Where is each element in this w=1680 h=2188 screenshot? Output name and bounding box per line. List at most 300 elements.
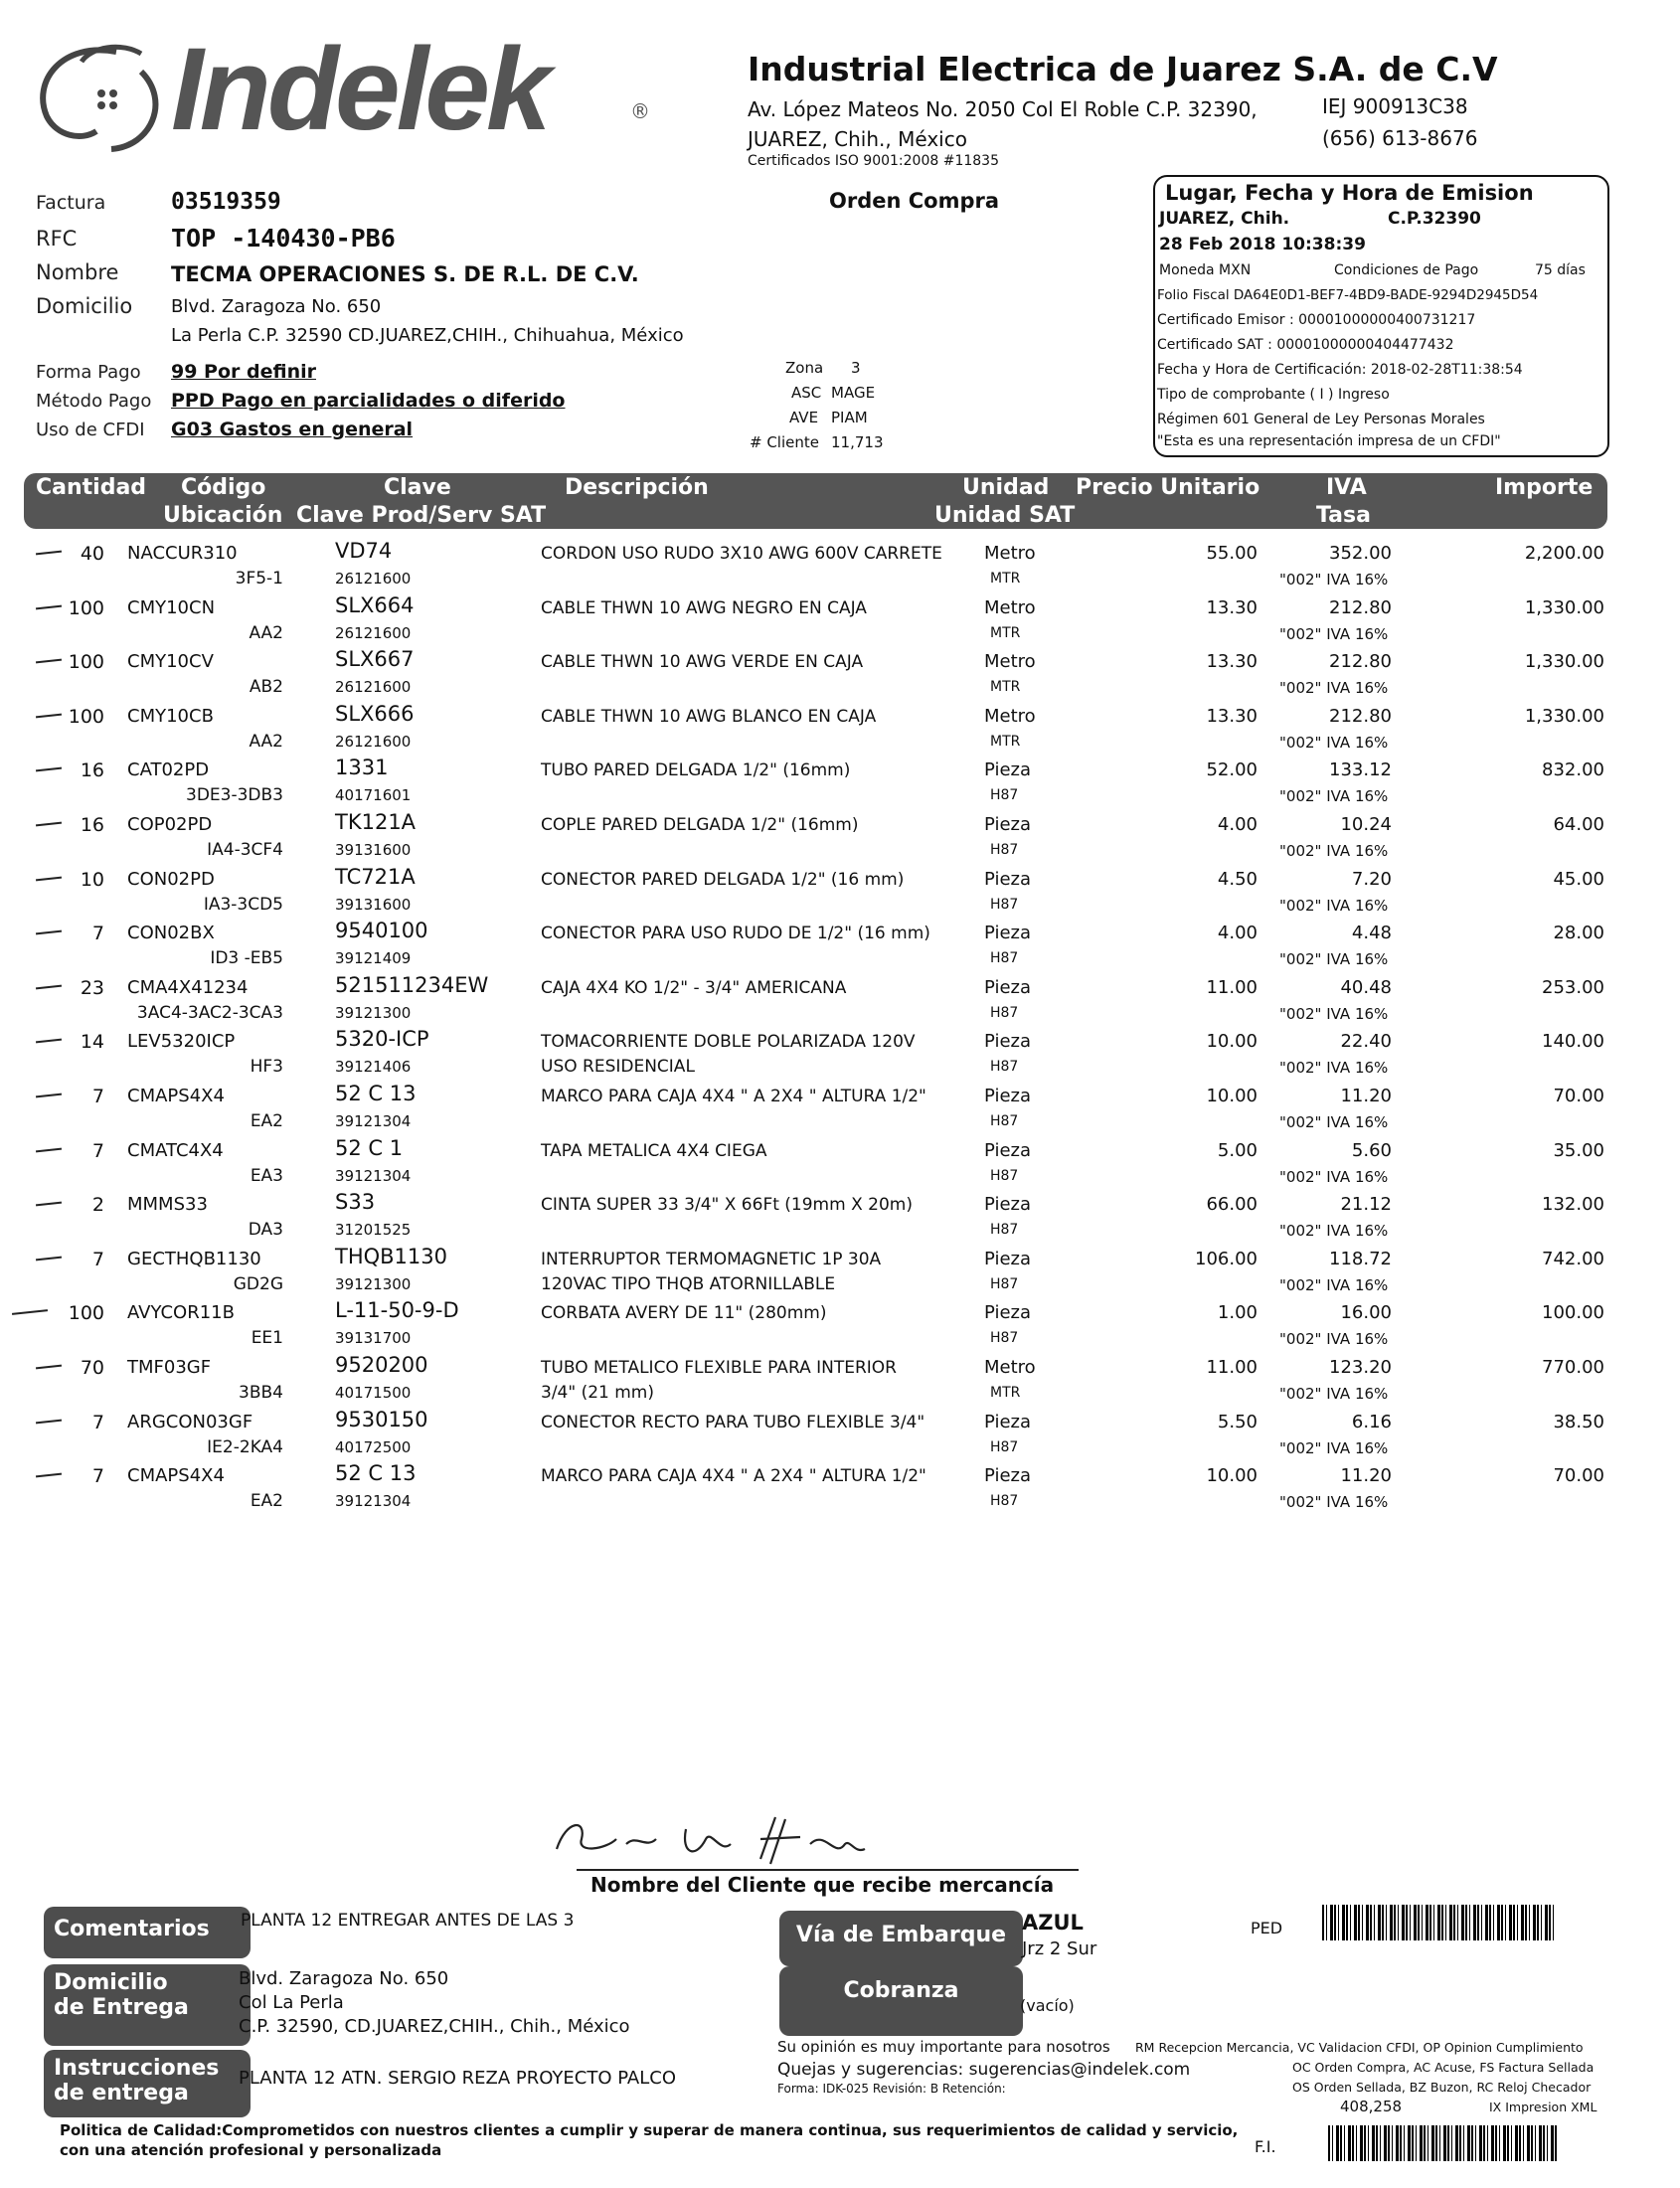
ave-label: AVE bbox=[789, 409, 819, 426]
row-unit: Pieza bbox=[984, 1248, 1032, 1269]
row-tasa: "002" IVA 16% bbox=[1279, 1167, 1389, 1186]
instrucciones-label bbox=[44, 2050, 251, 2117]
row-importe: 38.50 bbox=[1553, 1411, 1604, 1432]
row-unit-sat: H87 bbox=[990, 1222, 1019, 1239]
row-quantity: 7 bbox=[91, 1411, 104, 1433]
row-unit: Pieza bbox=[984, 923, 1032, 944]
row-iva: 212.80 bbox=[1329, 596, 1392, 618]
row-clave: TC721A bbox=[335, 864, 416, 889]
row-clave-prod: 39121406 bbox=[335, 1058, 412, 1077]
forma-pago-label: Forma Pago bbox=[36, 362, 141, 383]
row-description: CINTA SUPER 33 3/4" X 66Ft (19mm X 20m) bbox=[541, 1195, 913, 1216]
nombre-label: Nombre bbox=[36, 260, 119, 284]
row-quantity: 23 bbox=[80, 976, 104, 999]
row-unit-price: 11.00 bbox=[1206, 1357, 1258, 1378]
row-location: ID3 -EB5 bbox=[210, 948, 283, 969]
row-code: CMATC4X4 bbox=[127, 1139, 224, 1161]
row-unit-sat: H87 bbox=[990, 950, 1019, 967]
factura-label: Factura bbox=[36, 192, 106, 214]
row-unit-price: 106.00 bbox=[1195, 1248, 1258, 1269]
row-unit-price: 11.00 bbox=[1206, 976, 1258, 998]
row-unit: Pieza bbox=[984, 814, 1032, 835]
row-clave: 52 C 13 bbox=[335, 1082, 417, 1105]
row-unit-sat: H87 bbox=[990, 787, 1019, 804]
row-unit-price: 13.30 bbox=[1206, 705, 1258, 727]
row-description: CABLE THWN 10 AWG BLANCO EN CAJA bbox=[541, 706, 877, 727]
row-location: GD2G bbox=[233, 1273, 283, 1294]
instrucciones-value: PLANTA 12 ATN. SERGIO REZA PROYECTO PALCO bbox=[239, 2068, 676, 2089]
opinion-line1: Su opinión es muy importante para nosotros bbox=[777, 2038, 1110, 2056]
row-importe: 70.00 bbox=[1553, 1086, 1604, 1106]
row-tasa: "002" IVA 16% bbox=[1279, 733, 1389, 752]
row-unit-price: 52.00 bbox=[1206, 759, 1258, 781]
row-iva: 16.00 bbox=[1340, 1302, 1392, 1324]
row-unit-price: 13.30 bbox=[1206, 651, 1258, 673]
company-address2: JUAREZ, Chih., México bbox=[748, 127, 967, 151]
emision-cp: C.P.32390 bbox=[1388, 209, 1481, 229]
row-code: CMY10CN bbox=[127, 596, 216, 618]
row-tasa: "002" IVA 16% bbox=[1279, 679, 1389, 698]
table-row bbox=[0, 972, 1680, 1031]
row-unit-price: 55.00 bbox=[1206, 543, 1258, 564]
row-unit: Pieza bbox=[984, 868, 1032, 890]
entrega-address3: C.P. 32590, CD.JUAREZ,CHIH., Chih., México bbox=[239, 2016, 630, 2037]
row-clave-prod: 26121600 bbox=[335, 732, 412, 751]
row-clave: VD74 bbox=[335, 539, 393, 563]
opinion-line2: Quejas y sugerencias: sugerencias@indelek.com bbox=[777, 2060, 1191, 2080]
row-clave-prod: 26121600 bbox=[335, 623, 412, 642]
row-unit-sat: MTR bbox=[990, 679, 1021, 696]
row-clave: 52 C 13 bbox=[335, 1461, 417, 1486]
row-clave-prod: 40172500 bbox=[335, 1437, 412, 1456]
row-unit-price: 4.00 bbox=[1217, 814, 1258, 835]
emision-fecha-cert: Fecha y Hora de Certificación: 2018-02-28T11:38:54 bbox=[1157, 362, 1523, 378]
row-clave: 521511234EW bbox=[335, 972, 489, 997]
row-importe: 742.00 bbox=[1542, 1248, 1604, 1269]
row-unit: Pieza bbox=[984, 1302, 1032, 1324]
row-code: CAT02PD bbox=[127, 759, 210, 781]
col-clave-prod: Clave Prod/Serv SAT bbox=[296, 503, 547, 528]
row-iva: 212.80 bbox=[1329, 705, 1392, 727]
row-quantity: 7 bbox=[91, 1086, 104, 1107]
row-clave: SLX666 bbox=[335, 701, 415, 726]
forma-pago: 99 Por definir bbox=[171, 361, 316, 383]
row-tasa: "002" IVA 16% bbox=[1279, 624, 1389, 643]
row-importe: 132.00 bbox=[1542, 1194, 1604, 1216]
metodo-pago-label: Método Pago bbox=[36, 391, 152, 412]
row-description: TUBO METALICO FLEXIBLE PARA INTERIOR bbox=[541, 1358, 897, 1378]
row-location: EA2 bbox=[250, 1491, 283, 1512]
row-unit-sat: MTR bbox=[990, 733, 1021, 750]
row-description: CAJA 4X4 KO 1/2" - 3/4" AMERICANA bbox=[541, 977, 847, 998]
row-code: ARGCON03GF bbox=[127, 1411, 253, 1432]
row-description-2: 120VAC TIPO THQB ATORNILLABLE bbox=[541, 1273, 836, 1294]
row-clave-prod: 39121300 bbox=[335, 1003, 412, 1022]
row-code: CMY10CV bbox=[127, 651, 214, 673]
row-code: CMAPS4X4 bbox=[127, 1465, 225, 1487]
row-location: EA3 bbox=[250, 1165, 283, 1186]
row-tasa: "002" IVA 16% bbox=[1279, 1059, 1389, 1078]
row-clave-prod: 40171601 bbox=[335, 786, 412, 805]
col-importe: Importe bbox=[1495, 475, 1594, 500]
row-quantity: 100 bbox=[68, 705, 104, 728]
row-location: AB2 bbox=[249, 677, 283, 698]
row-iva: 118.72 bbox=[1329, 1248, 1392, 1269]
row-code: CMA4X41234 bbox=[127, 976, 249, 998]
table-row bbox=[0, 539, 1680, 596]
table-row bbox=[0, 647, 1680, 705]
row-unit-price: 4.00 bbox=[1217, 923, 1258, 944]
row-iva: 123.20 bbox=[1329, 1357, 1392, 1378]
table-row bbox=[0, 1407, 1680, 1465]
col-unidad-sat: Unidad SAT bbox=[934, 503, 1076, 528]
row-description: TUBO PARED DELGADA 1/2" (16mm) bbox=[541, 760, 851, 781]
table-row bbox=[0, 756, 1680, 813]
row-code: AVYCOR11B bbox=[127, 1302, 235, 1324]
domicilio-entrega-label bbox=[44, 1964, 251, 2046]
row-unit-price: 5.00 bbox=[1217, 1139, 1258, 1161]
row-description: CONECTOR PARA USO RUDO DE 1/2" (16 mm) bbox=[541, 924, 930, 944]
row-clave: TK121A bbox=[335, 810, 417, 834]
row-clave-prod: 40171500 bbox=[335, 1384, 412, 1402]
row-code: CMAPS4X4 bbox=[127, 1086, 225, 1106]
row-tasa: "002" IVA 16% bbox=[1279, 842, 1389, 860]
row-importe: 1,330.00 bbox=[1524, 651, 1604, 673]
row-code: LEV5320ICP bbox=[127, 1031, 236, 1053]
row-description: CONECTOR RECTO PARA TUBO FLEXIBLE 3/4" bbox=[541, 1412, 925, 1432]
entrega-address2: Col La Perla bbox=[239, 1992, 344, 2013]
row-iva: 11.20 bbox=[1340, 1465, 1392, 1487]
row-iva: 6.16 bbox=[1351, 1411, 1392, 1432]
row-description: COPLE PARED DELGADA 1/2" (16mm) bbox=[541, 815, 859, 835]
cobranza-value: (vacío) bbox=[1020, 1996, 1075, 2015]
col-clave: Clave bbox=[384, 475, 451, 500]
document-number: 408,258 bbox=[1340, 2098, 1403, 2115]
row-quantity: 16 bbox=[80, 814, 104, 836]
row-unit-sat: H87 bbox=[990, 1438, 1019, 1455]
barcode-top bbox=[1322, 1905, 1557, 1940]
row-importe: 35.00 bbox=[1553, 1139, 1604, 1161]
instrucciones-label-1: Instrucciones bbox=[54, 2056, 220, 2081]
emision-tipo: Tipo de comprobante ( I ) Ingreso bbox=[1157, 387, 1390, 403]
row-iva: 22.40 bbox=[1340, 1031, 1392, 1053]
row-clave-prod: 39131600 bbox=[335, 841, 412, 859]
row-unit: Pieza bbox=[984, 1194, 1032, 1216]
row-iva: 10.24 bbox=[1340, 814, 1392, 835]
row-code: TMF03GF bbox=[127, 1357, 212, 1378]
row-quantity: 16 bbox=[80, 759, 104, 782]
row-quantity: 7 bbox=[91, 923, 104, 945]
row-unit: Metro bbox=[984, 1357, 1036, 1378]
uso-cfdi: G03 Gastos en general bbox=[171, 419, 414, 440]
row-clave: L-11-50-9-D bbox=[335, 1298, 459, 1323]
emision-title: Lugar, Fecha y Hora de Emision bbox=[1165, 181, 1534, 205]
col-tasa: Tasa bbox=[1316, 503, 1371, 528]
row-importe: 253.00 bbox=[1542, 976, 1604, 998]
row-location: IE2-2KA4 bbox=[207, 1436, 283, 1457]
fi-label: F.I. bbox=[1255, 2137, 1276, 2156]
row-unit: Metro bbox=[984, 651, 1036, 673]
row-clave: SLX664 bbox=[335, 592, 415, 617]
row-tasa: "002" IVA 16% bbox=[1279, 571, 1389, 589]
signature-caption: Nombre del Cliente que recibe mercancía bbox=[590, 1873, 1055, 1897]
client-address2: La Perla C.P. 32590 CD.JUAREZ,CHIH., Chihuahua, México bbox=[171, 325, 684, 346]
row-quantity: 2 bbox=[91, 1194, 104, 1217]
row-quantity: 7 bbox=[91, 1465, 104, 1488]
table-row bbox=[0, 1135, 1680, 1194]
row-iva: 212.80 bbox=[1329, 651, 1392, 673]
row-clave: 9540100 bbox=[335, 919, 428, 943]
table-row bbox=[0, 1082, 1680, 1139]
col-descripcion: Descripción bbox=[565, 475, 709, 500]
via-embarque-value: AZUL bbox=[1022, 1911, 1084, 1935]
row-unit-price: 10.00 bbox=[1206, 1465, 1258, 1487]
col-unidad: Unidad bbox=[962, 475, 1050, 500]
row-clave: 52 C 1 bbox=[335, 1135, 404, 1160]
row-importe: 28.00 bbox=[1553, 923, 1604, 944]
row-unit-sat: H87 bbox=[990, 1113, 1019, 1129]
row-clave: SLX667 bbox=[335, 647, 415, 672]
row-iva: 21.12 bbox=[1340, 1194, 1392, 1216]
emision-city: JUAREZ, Chih. bbox=[1159, 209, 1290, 229]
row-description: CONECTOR PARED DELGADA 1/2" (16 mm) bbox=[541, 869, 905, 890]
table-row bbox=[0, 810, 1680, 868]
table-row bbox=[0, 1027, 1680, 1085]
via-embarque-route: Jrz 2 Sur bbox=[1022, 1938, 1097, 1959]
row-unit-sat: H87 bbox=[990, 1167, 1019, 1184]
barcode-bottom bbox=[1328, 2125, 1557, 2161]
row-quantity: 7 bbox=[91, 1139, 104, 1162]
row-quantity: 7 bbox=[91, 1248, 104, 1270]
col-cantidad: Cantidad bbox=[36, 475, 147, 500]
signature-line bbox=[577, 1869, 1079, 1871]
row-code: NACCUR310 bbox=[127, 543, 238, 564]
row-unit-sat: H87 bbox=[990, 1059, 1019, 1076]
instrucciones-label-2: de entrega bbox=[54, 2081, 189, 2105]
emision-cert-sat: Certificado SAT : 00001000000404477432 bbox=[1157, 337, 1454, 353]
row-unit-price: 66.00 bbox=[1206, 1194, 1258, 1216]
row-clave: 9520200 bbox=[335, 1353, 428, 1377]
row-clave: 9530150 bbox=[335, 1407, 428, 1431]
company-name: Industrial Electrica de Juarez S.A. de C.V bbox=[748, 50, 1498, 88]
row-clave-prod: 31201525 bbox=[335, 1221, 412, 1240]
row-code: COP02PD bbox=[127, 814, 213, 835]
table-row bbox=[0, 701, 1680, 759]
col-ubicacion: Ubicación bbox=[163, 503, 283, 528]
row-unit-sat: H87 bbox=[990, 842, 1019, 858]
row-code: CON02PD bbox=[127, 868, 215, 890]
row-unit: Metro bbox=[984, 543, 1036, 564]
row-unit: Pieza bbox=[984, 759, 1032, 781]
row-unit-price: 1.00 bbox=[1217, 1302, 1258, 1324]
row-unit-sat: MTR bbox=[990, 571, 1021, 587]
politica-line2: con una atención profesional y personalizada bbox=[60, 2141, 442, 2159]
row-unit-price: 4.50 bbox=[1217, 868, 1258, 890]
row-clave-prod: 39121300 bbox=[335, 1274, 412, 1293]
legend3: OS Orden Sellada, BZ Buzon, RC Reloj Checador bbox=[1292, 2080, 1592, 2095]
ped-label: PED bbox=[1251, 1919, 1283, 1937]
row-unit: Pieza bbox=[984, 1139, 1032, 1161]
asc-value: MAGE bbox=[831, 384, 876, 402]
domicilio-entrega-label-2: de Entrega bbox=[54, 1995, 189, 2020]
row-importe: 770.00 bbox=[1542, 1357, 1604, 1378]
row-clave-prod: 39121304 bbox=[335, 1166, 412, 1185]
row-importe: 2,200.00 bbox=[1524, 543, 1604, 564]
emision-folio: Folio Fiscal DA64E0D1-BEF7-4BD9-BADE-9294D2945D54 bbox=[1157, 287, 1539, 303]
table-row bbox=[0, 1353, 1680, 1411]
row-tasa: "002" IVA 16% bbox=[1279, 950, 1389, 969]
politica-line1: Politica de Calidad:Comprometidos con nuestros clientes a cumplir y superar de manera continua, sus requerimientos de calidad y servicio, bbox=[60, 2121, 1239, 2139]
table-row bbox=[0, 1244, 1680, 1302]
row-importe: 832.00 bbox=[1542, 759, 1604, 781]
row-clave: S33 bbox=[335, 1190, 376, 1215]
row-clave-prod: 39131600 bbox=[335, 895, 412, 914]
row-clave-prod: 39121304 bbox=[335, 1492, 412, 1511]
row-description: MARCO PARA CAJA 4X4 " A 2X4 " ALTURA 1/2" bbox=[541, 1466, 926, 1487]
orden-compra-label: Orden Compra bbox=[829, 189, 1000, 213]
row-unit: Pieza bbox=[984, 1031, 1032, 1053]
asc-label: ASC bbox=[791, 384, 822, 402]
row-unit: Pieza bbox=[984, 1465, 1032, 1487]
row-importe: 1,330.00 bbox=[1524, 596, 1604, 618]
row-iva: 7.20 bbox=[1351, 868, 1392, 890]
row-unit-sat: MTR bbox=[990, 624, 1021, 641]
row-location: DA3 bbox=[248, 1220, 283, 1241]
row-tasa: "002" IVA 16% bbox=[1279, 1275, 1389, 1294]
row-iva: 4.48 bbox=[1351, 923, 1392, 944]
uso-cfdi-label: Uso de CFDI bbox=[36, 420, 145, 440]
emision-condiciones: Condiciones de Pago bbox=[1334, 262, 1479, 278]
row-unit-sat: H87 bbox=[990, 896, 1019, 913]
row-tasa: "002" IVA 16% bbox=[1279, 1438, 1389, 1457]
row-tasa: "002" IVA 16% bbox=[1279, 1222, 1389, 1241]
row-code: CMY10CB bbox=[127, 705, 214, 727]
row-importe: 64.00 bbox=[1553, 814, 1604, 835]
legend1: RM Recepcion Mercancia, VC Validacion CFDI, OP Opinion Cumplimiento bbox=[1135, 2040, 1584, 2055]
row-unit: Pieza bbox=[984, 1086, 1032, 1106]
col-iva: IVA bbox=[1326, 475, 1367, 500]
col-precio: Precio Unitario bbox=[1076, 475, 1260, 500]
row-description: CABLE THWN 10 AWG VERDE EN CAJA bbox=[541, 652, 864, 673]
row-code: GECTHQB1130 bbox=[127, 1248, 261, 1269]
row-code: CON02BX bbox=[127, 923, 215, 944]
row-clave-prod: 39121304 bbox=[335, 1112, 412, 1130]
cliente-label: # Cliente bbox=[750, 433, 819, 451]
emision-regimen: Régimen 601 General de Ley Personas Morales bbox=[1157, 412, 1485, 427]
row-quantity: 70 bbox=[80, 1357, 104, 1379]
row-clave-prod: 39131700 bbox=[335, 1329, 412, 1348]
row-location: AA2 bbox=[249, 622, 283, 643]
domicilio-label: Domicilio bbox=[36, 294, 133, 318]
emision-moneda: Moneda MXN bbox=[1159, 262, 1252, 278]
emision-dias: 75 días bbox=[1535, 262, 1586, 278]
row-quantity: 100 bbox=[68, 1302, 104, 1325]
cliente-value: 11,713 bbox=[831, 433, 884, 451]
row-quantity: 40 bbox=[80, 543, 104, 565]
row-location: 3AC4-3AC2-3CA3 bbox=[136, 1002, 283, 1023]
entrega-address1: Blvd. Zaragoza No. 650 bbox=[239, 1968, 449, 1989]
row-location: EE1 bbox=[251, 1328, 283, 1349]
emision-box bbox=[1153, 175, 1609, 457]
domicilio-entrega-label-1: Domicilio bbox=[54, 1970, 168, 1995]
row-iva: 133.12 bbox=[1329, 759, 1392, 781]
row-importe: 140.00 bbox=[1542, 1031, 1604, 1053]
row-description-2: 3/4" (21 mm) bbox=[541, 1383, 655, 1403]
company-logo bbox=[22, 24, 650, 161]
row-location: AA2 bbox=[249, 731, 283, 752]
zona-value: 3 bbox=[851, 359, 861, 377]
ave-value: PIAM bbox=[831, 409, 868, 426]
forma-doc: Forma: IDK-025 Revisión: B Retención: bbox=[777, 2082, 1006, 2096]
via-embarque-label: Vía de Embarque bbox=[779, 1911, 1023, 1966]
row-description: CABLE THWN 10 AWG NEGRO EN CAJA bbox=[541, 597, 867, 618]
table-row bbox=[0, 1461, 1680, 1519]
cobranza-label: Cobranza bbox=[779, 1966, 1023, 2036]
row-clave: THQB1130 bbox=[335, 1244, 447, 1268]
row-location: 3F5-1 bbox=[235, 569, 283, 589]
row-unit: Metro bbox=[984, 596, 1036, 618]
row-unit-sat: MTR bbox=[990, 1385, 1021, 1401]
logo-swirl-icon bbox=[22, 32, 191, 161]
row-tasa: "002" IVA 16% bbox=[1279, 1330, 1389, 1349]
row-location: EA2 bbox=[250, 1111, 283, 1131]
table-row bbox=[0, 1298, 1680, 1356]
row-unit-sat: H87 bbox=[990, 1493, 1019, 1510]
legend2: OC Orden Compra, AC Acuse, FS Factura Sellada bbox=[1292, 2060, 1595, 2075]
row-quantity: 10 bbox=[80, 868, 104, 891]
row-description: MARCO PARA CAJA 4X4 " A 2X4 " ALTURA 1/2" bbox=[541, 1087, 926, 1106]
col-codigo: Código bbox=[181, 475, 266, 500]
row-unit: Metro bbox=[984, 705, 1036, 727]
factura-number: 03519359 bbox=[171, 189, 281, 215]
row-clave-prod: 26121600 bbox=[335, 570, 412, 588]
client-address1: Blvd. Zaragoza No. 650 bbox=[171, 296, 382, 317]
row-importe: 100.00 bbox=[1542, 1302, 1604, 1324]
row-tasa: "002" IVA 16% bbox=[1279, 787, 1389, 806]
row-tasa: "002" IVA 16% bbox=[1279, 1004, 1389, 1023]
table-row bbox=[0, 1190, 1680, 1248]
row-tasa: "002" IVA 16% bbox=[1279, 1385, 1389, 1403]
row-unit-price: 10.00 bbox=[1206, 1086, 1258, 1106]
row-location: 3BB4 bbox=[239, 1383, 283, 1403]
signature bbox=[547, 1809, 885, 1869]
company-rfc: IEJ 900913C38 bbox=[1322, 94, 1468, 118]
table-row bbox=[0, 864, 1680, 923]
row-importe: 45.00 bbox=[1553, 868, 1604, 890]
logo-wordmark: Indelek bbox=[171, 24, 548, 155]
rfc-label: RFC bbox=[36, 227, 78, 251]
row-description: TAPA METALICA 4X4 CIEGA bbox=[541, 1140, 767, 1161]
row-tasa: "002" IVA 16% bbox=[1279, 896, 1389, 915]
legend4: IX Impresion XML bbox=[1489, 2100, 1597, 2114]
emision-datetime: 28 Feb 2018 10:38:39 bbox=[1159, 235, 1366, 254]
row-description: CORDON USO RUDO 3X10 AWG 600V CARRETE bbox=[541, 544, 942, 564]
comentarios-label: Comentarios bbox=[44, 1907, 251, 1958]
row-iva: 352.00 bbox=[1329, 543, 1392, 564]
row-unit-sat: H87 bbox=[990, 1004, 1019, 1021]
row-iva: 11.20 bbox=[1340, 1086, 1392, 1106]
row-description: INTERRUPTOR TERMOMAGNETIC 1P 30A bbox=[541, 1249, 882, 1269]
row-quantity: 100 bbox=[68, 596, 104, 619]
client-rfc: TOP -140430-PB6 bbox=[171, 224, 396, 252]
row-importe: 70.00 bbox=[1553, 1465, 1604, 1487]
row-clave: 1331 bbox=[335, 756, 389, 780]
row-description-2: USO RESIDENCIAL bbox=[541, 1057, 695, 1078]
row-quantity: 100 bbox=[68, 651, 104, 674]
zona-label: Zona bbox=[785, 359, 824, 377]
table-row bbox=[0, 592, 1680, 651]
client-name: TECMA OPERACIONES S. DE R.L. DE C.V. bbox=[171, 262, 639, 286]
